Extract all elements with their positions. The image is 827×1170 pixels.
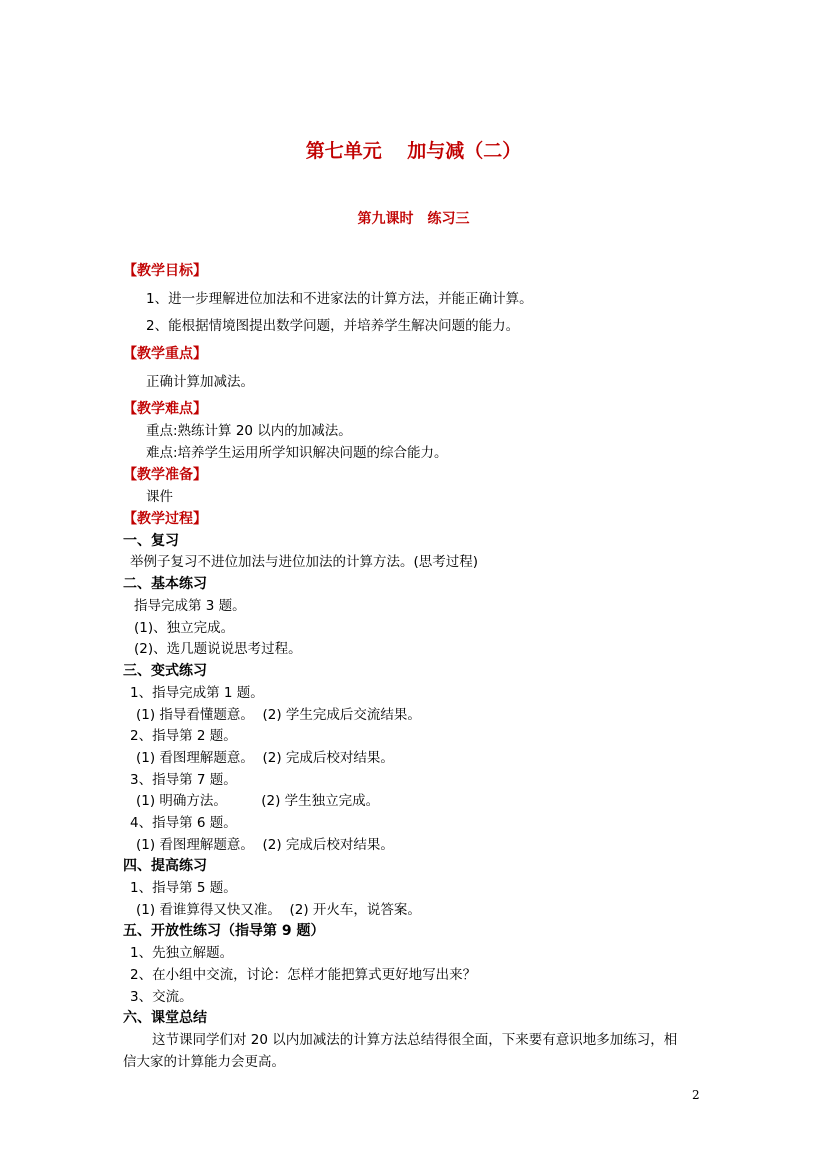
process-heading-advanced-practice: 四、提高练习 [123,858,207,874]
process-heading-basic-practice: 二、基本练习 [123,576,207,592]
process-line: (1) 看谁算得又快又准。 (2) 开火车，说答案。 [136,902,421,918]
process-line: 1、指导完成第 1 题。 [130,685,264,701]
process-line: 1、指导第 5 题。 [130,880,237,896]
process-line: 3、交流。 [130,989,193,1005]
process-line: 指导完成第 3 题。 [134,598,246,614]
process-line: (1) 明确方法。 (2) 学生独立完成。 [136,793,380,809]
process-line: 1、先独立解题。 [130,945,234,961]
goal-item-1: 1、进一步理解进位加法和不进家法的计算方法，并能正确计算。 [146,291,533,307]
difficult-point-item-1: 重点:熟练计算 20 以内的加减法。 [146,423,352,439]
lesson-subtitle: 第九课时 练习三 [357,211,470,227]
preparation-item: 课件 [146,489,173,505]
process-line: 举例子复习不进位加法与进位加法的计算方法。(思考过程) [130,554,479,570]
process-line: 2、指导第 2 题。 [130,728,237,744]
process-line: 信大家的计算能力会更高。 [123,1054,285,1070]
process-line: (2)、选几题说说思考过程。 [134,641,302,657]
process-line: 2、在小组中交流，讨论：怎样才能把算式更好地写出来？ [130,967,477,983]
process-line: (1) 指导看懂题意。 (2) 学生完成后交流结果。 [136,707,421,723]
process-line: 4、指导第 6 题。 [130,815,237,831]
page-number: 2 [692,1088,700,1102]
process-heading-summary: 六、课堂总结 [123,1010,207,1026]
process-heading-review: 一、复习 [123,533,179,549]
process-heading-variant-practice: 三、变式练习 [123,663,207,679]
section-header-difficult-points: 【教学难点】 [123,401,207,417]
goal-item-2: 2、能根据情境图提出数学问题，并培养学生解决问题的能力。 [146,318,520,334]
section-header-key-points: 【教学重点】 [123,346,207,362]
section-header-process: 【教学过程】 [123,511,207,527]
process-line: 这节课同学们对 20 以内加减法的计算方法总结得很全面，下来要有意识地多加练习，相 [152,1032,678,1048]
process-line: 3、指导第 7 题。 [130,772,237,788]
key-point-item: 正确计算加减法。 [146,374,254,390]
section-header-preparation: 【教学准备】 [123,467,207,483]
process-line: (1)、独立完成。 [134,620,235,636]
process-line: (1) 看图理解题意。 (2) 完成后校对结果。 [136,750,394,766]
section-header-goals: 【教学目标】 [123,263,207,279]
process-heading-open-practice: 五、开放性练习（指导第 9 题） [123,923,325,939]
difficult-point-item-2: 难点:培养学生运用所学知识解决问题的综合能力。 [146,445,448,461]
process-line: (1) 看图理解题意。 (2) 完成后校对结果。 [136,837,394,853]
page-title: 第七单元 加与减（二） [305,140,522,162]
